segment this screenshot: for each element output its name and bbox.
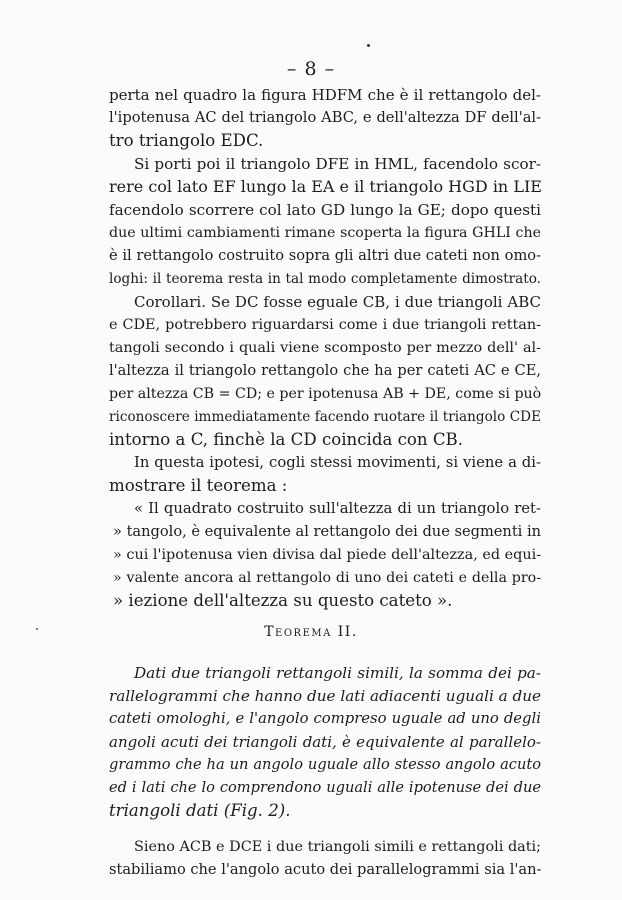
text-line: riconoscere immediatamente facendo ruotare il triangolo CDE xyxy=(109,409,541,425)
ink-speck xyxy=(367,44,370,47)
text-line: e CDE, potrebbero riguardarsi come i due triangoli rettan- xyxy=(109,317,541,333)
theorem-statement-line: Dati due triangoli rettangoli simili, la somma dei pa- xyxy=(134,664,541,682)
text-line: l'altezza il triangolo rettangolo che ha per cateti AC e CE, xyxy=(109,362,541,379)
text-line: due ultimi cambiamenti rimane scoperta la figura GHLI che xyxy=(109,225,541,241)
theorem-statement-line: cateti omologhi, e l'angolo compreso uguale ad uno degli xyxy=(109,710,541,727)
text-line: rere col lato EF lungo la EA e il triangolo HGD in LIE xyxy=(109,177,542,196)
theorem-statement-line: grammo che ha un angolo uguale allo stesso angolo acuto xyxy=(109,756,541,773)
text-line: per altezza CB = CD; e per ipotenusa AB + DE, come si può xyxy=(109,386,542,402)
text-line: stabiliamo che l'angolo acuto dei parallelogrammi sia l'an- xyxy=(109,861,542,878)
quote-line: » cui l'ipotenusa vien divisa dal piede dell'altezza, ed equi- xyxy=(113,547,542,563)
text-line: facendolo scorrere col lato GD lungo la GE; dopo questi xyxy=(109,201,541,219)
page-number: – 8 – xyxy=(286,58,336,80)
theorem-statement-line: rallelogrammi che hanno due lati adiacenti uguali a due xyxy=(109,687,542,705)
theorem-statement-line: ed i lati che lo comprendono uguali alle ipotenuse dei due xyxy=(109,779,541,796)
text-line: Si porti poi il triangolo DFE in HML, facendolo scor- xyxy=(134,155,541,173)
quote-line: » valente ancora al rettangolo di uno dei cateti e della pro- xyxy=(113,570,541,586)
text-line: mostrare il teorema : xyxy=(109,476,288,495)
quote-line: » tangolo, è equivalente al rettangolo dei due segmenti in xyxy=(113,523,542,540)
text-line: tro triangolo EDC. xyxy=(109,131,264,150)
text-line: intorno a C, finchè la CD coincida con CB. xyxy=(109,430,464,449)
theorem-statement-line: triangoli dati (Fig. 2). xyxy=(109,801,291,820)
quote-line: « Il quadrato costruito sull'altezza di un triangolo ret- xyxy=(134,500,541,517)
corollari-line: Corollari. Se DC fosse eguale CB, i due triangoli ABC xyxy=(134,293,541,311)
text-line: è il rettangolo costruito sopra gli altri due cateti non omo- xyxy=(109,247,541,264)
text-line: loghi: il teorema resta in tal modo completamente dimostrato. xyxy=(109,271,541,287)
text-line: tangoli secondo i quali viene scomposto per mezzo dell' al- xyxy=(109,340,541,356)
text-line: In questa ipotesi, cogli stessi movimenti, si viene a di- xyxy=(134,454,541,471)
text-line: perta nel quadro la figura HDFM che è il rettangolo del- xyxy=(109,86,541,104)
text-line: l'ipotenusa AC del triangolo ABC, e dell'altezza DF dell'al- xyxy=(109,109,541,126)
quote-line: » iezione dell'altezza su questo cateto ». xyxy=(113,591,453,610)
theorem-statement-line: angoli acuti dei triangoli dati, è equivalente al parallelo- xyxy=(109,733,541,751)
theorem-heading: Teorema II. xyxy=(264,624,358,640)
text-line: Sieno ACB e DCE i due triangoli simili e rettangoli dati; xyxy=(134,839,541,855)
